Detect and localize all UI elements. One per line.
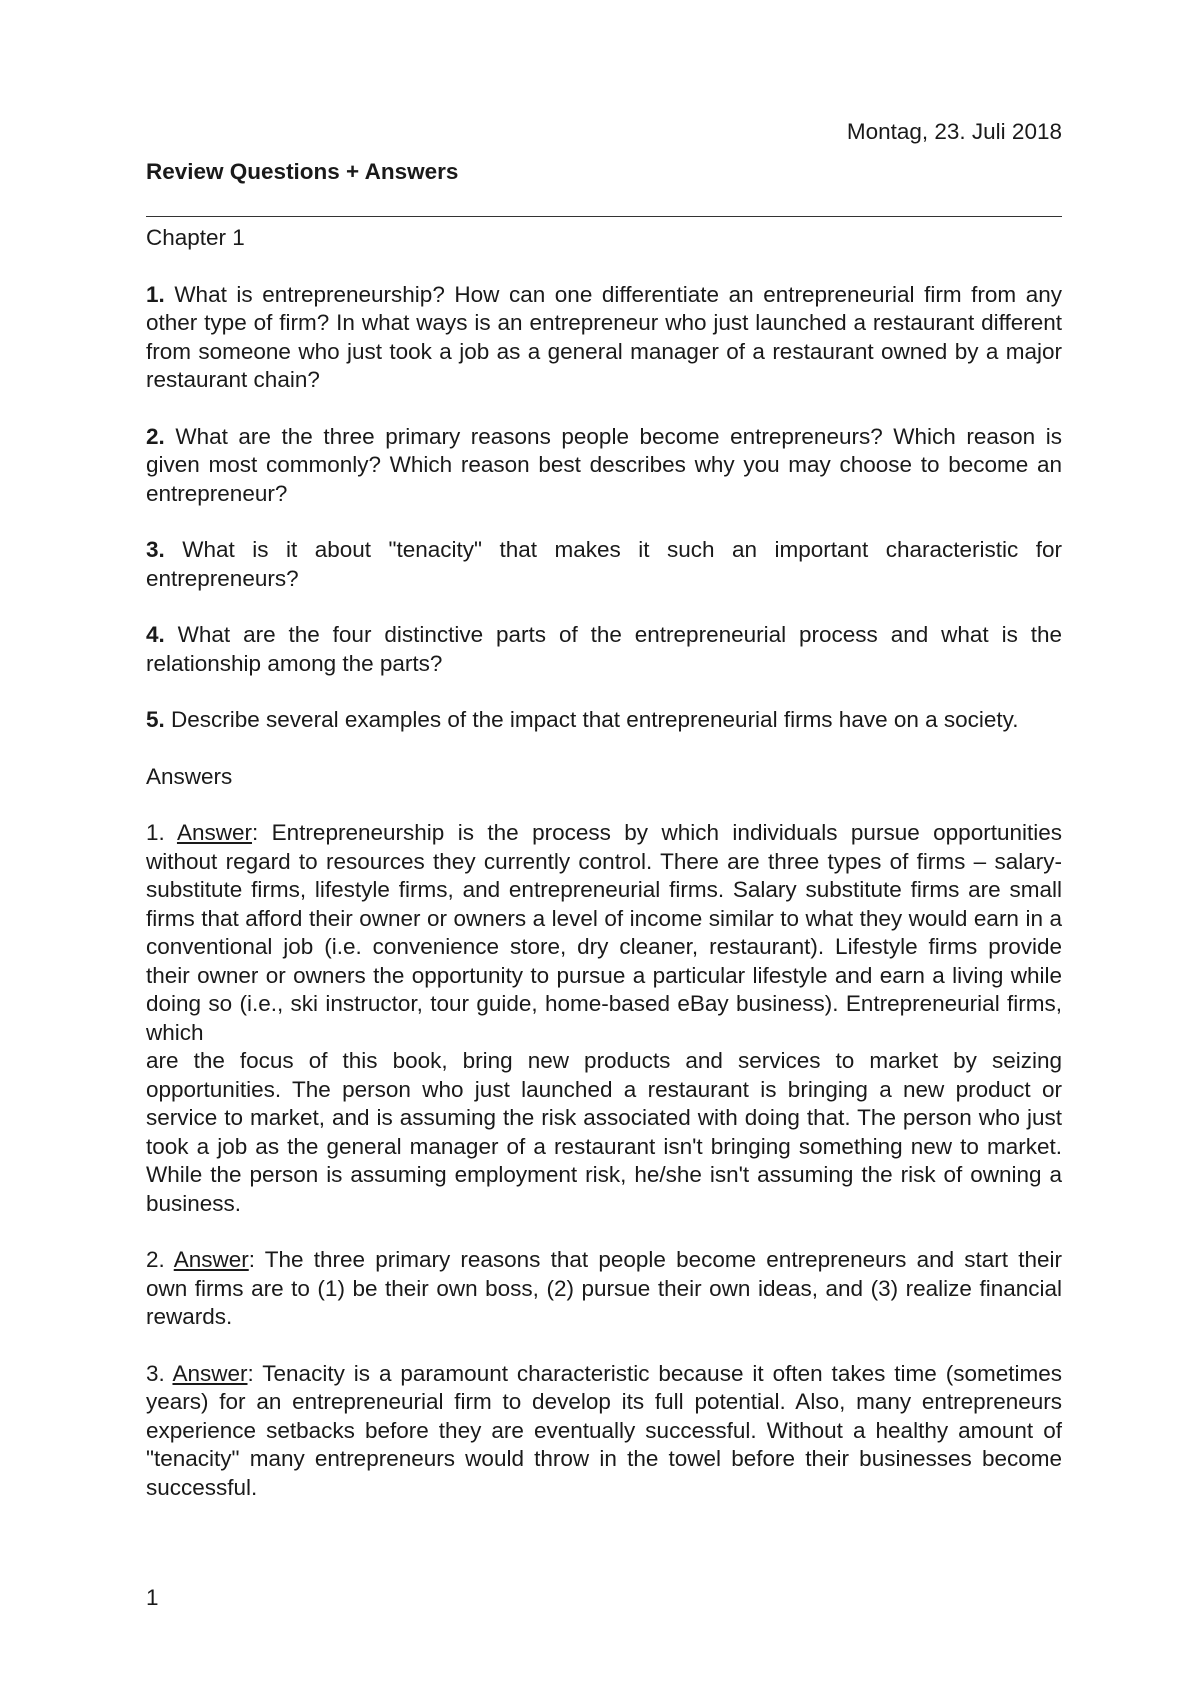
document-title: Review Questions + Answers: [146, 158, 459, 184]
answers-heading: Answers: [146, 763, 233, 789]
question-1: [146, 281, 1062, 395]
answer-2: [146, 1246, 1062, 1332]
answer-text: : Tenacity is a paramount characteristic because it often takes time (sometimes years) for an entrepreneurial firm to develop its full potential. Also, many entrepreneurs experience setbacks before they are eventually successful. Without a healthy amount of "tenacity" many entrepreneurs would throw in the towel before their businesses become successful.: [146, 1360, 1062, 1500]
question-4: [146, 621, 1062, 678]
question-text: What are the three primary reasons people become entrepreneurs? Which reason is given most commonly? Which reason best describes why you may choose to become an entrepreneur?: [146, 423, 1062, 506]
page-content: [146, 118, 1062, 1502]
answer-text: : Entrepreneurship is the process by which individuals pursue opportunities without regard to resources they currently control. There are three types of firms – salary-substitute firms, lifestyle firms, and entrepreneurial firms. Salary substitute firms are small firms that afford their owner or owners a level of income similar to what they would earn in a conventional job (i.e. convenience store, dry cleaner, restaurant). Lifestyle firms provide their owner or owners the opportunity to pursue a particular lifestyle and earn a living while doing so (i.e., ski instructor, tour guide, home-based eBay business). Entrepreneurial firms, which: [146, 820, 1062, 1045]
question-number: 2.: [146, 423, 165, 449]
question-text: What is entrepreneurship? How can one differentiate an entrepreneurial firm from any other type of firm? In what ways is an entrepreneur who just launched a restaurant different from someone who just took a job as a general manager of a restaurant owned by a major restaurant chain?: [146, 281, 1062, 392]
question-text: What is it about "tenacity" that makes it such an important characteristic for entrepreneurs?: [146, 537, 1062, 591]
question-5: [146, 706, 1062, 735]
question-number: 4.: [146, 622, 165, 647]
answer-1: [146, 819, 1062, 1047]
question-text: Describe several examples of the impact that entrepreneurial firms have on a society.: [164, 707, 1019, 732]
chapter-heading: Chapter 1: [146, 225, 245, 250]
answer-text: : The three primary reasons that people become entrepreneurs and start their own firms are to (1) be their own boss, (2) pursue their own ideas, and (3) realize financial rewards.: [146, 1247, 1063, 1329]
title-divider: [146, 216, 1062, 217]
answer-1-continuation: are the focus of this book, bring new products and services to market by seizing opportunities. The person who just launched a restaurant is bringing a new product or service to market, and is assuming the risk associated with doing that. The person who just took a job as the general manager of a restaurant isn't bringing something new to market. While the person is assuming employment risk, he/she isn't assuming the risk of owning a business.: [146, 1048, 1062, 1216]
answer-number: 2.: [146, 1247, 174, 1272]
answer-label: Answer: [176, 820, 252, 845]
question-number: 3.: [146, 537, 165, 562]
answer-label: Answer: [173, 1247, 249, 1272]
question-text: What are the four distinctive parts of the entrepreneurial process and what is the relationship among the parts?: [146, 622, 1062, 676]
question-number: 5.: [146, 707, 165, 732]
answer-3: [146, 1360, 1062, 1503]
question-2: [146, 423, 1062, 509]
document-date: Montag, 23. Juli 2018: [846, 119, 1062, 144]
answer-number: 3.: [146, 1360, 173, 1386]
answer-label: Answer: [172, 1360, 248, 1386]
question-number: 1.: [146, 281, 165, 307]
question-3: [146, 536, 1062, 593]
page-number: 1: [146, 1585, 159, 1610]
answer-number: 1.: [146, 820, 177, 845]
